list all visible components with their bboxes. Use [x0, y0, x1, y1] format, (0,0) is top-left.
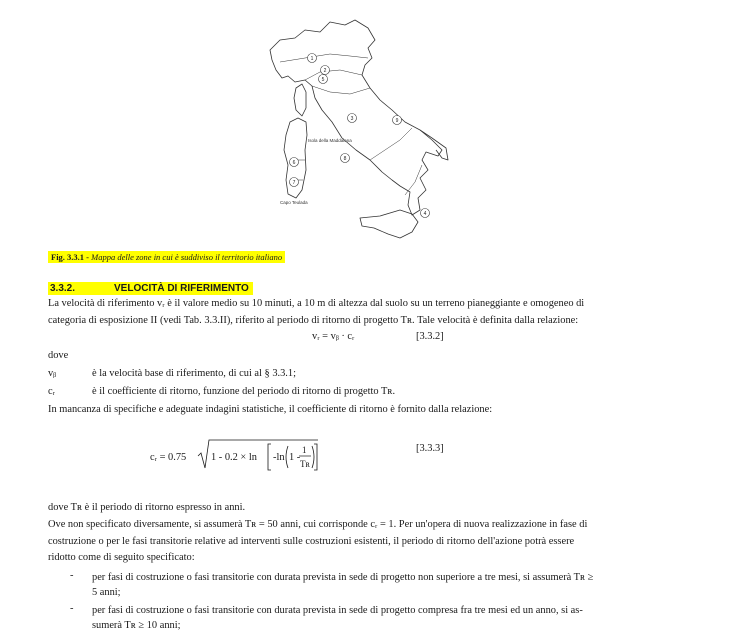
list-item-line: sumerà Tʀ ≥ 10 anni; [92, 620, 181, 631]
paragraph-line: costruzione o per le fasi transitorie relative ad interventi sulle costruzioni esistenti, il periodo di ritorno dell'azione potrà essere [48, 536, 575, 547]
paragraph-line: ridotto come di seguito specificato: [48, 552, 195, 563]
dove-label: dove [48, 350, 69, 361]
definition-text: è la velocità base di riferimento, di cui al § 3.3.1; [92, 368, 296, 379]
zone-number: 8 [343, 156, 347, 162]
list-bullet: - [70, 570, 74, 581]
svg-text:-ln: -ln [273, 452, 285, 463]
map-label-teulada: Capo Teulada [280, 200, 308, 205]
paragraph-line: In mancanza di specifiche e adeguate indagini statistiche, il coefficiente di ritorno è fornito dalla relazione: [48, 404, 493, 415]
list-item-line: per fasi di costruzione o fasi transitorie con durata prevista in sede di progetto compresa fra tre mesi ed un anno, si as- [92, 605, 583, 616]
paragraph-line: Ove non specificato diversamente, si assumerà Tʀ = 50 anni, cui corrisponde cᵣ = 1. Per un'opera di nuova realizzazione in fase di [48, 519, 588, 530]
italy-wind-zones-map [250, 10, 450, 250]
figure-caption-text: Mappa delle zone in cui è suddiviso il territorio italiano [91, 252, 283, 262]
paragraph-line: dove Tʀ è il periodo di ritorno espresso in anni. [48, 502, 246, 513]
definition-symbol: vᵦ [48, 368, 57, 379]
section-title: VELOCITÀ DI RIFERIMENTO [112, 282, 253, 295]
equation-number: [3.3.2] [416, 331, 444, 342]
zone-number: 2 [323, 68, 327, 74]
sicily-outline [360, 210, 418, 238]
zone-number: 7 [292, 180, 296, 186]
corsica-outline [294, 84, 306, 116]
equation-3-3-3 [150, 434, 320, 478]
svg-text:1 -: 1 - [289, 452, 301, 463]
zone-number: 3 [350, 116, 354, 122]
zone-number: 1 [310, 56, 314, 62]
list-item-line: per fasi di costruzione o fasi transitorie con durata prevista in sede di progetto non superiore a tre mesi, si assumerà Tʀ ≥ [92, 572, 594, 583]
figure-number: Fig. 3.3.1 - [51, 252, 90, 262]
svg-text:cᵣ = 0.75: cᵣ = 0.75 [150, 452, 187, 463]
map-label-maddalena: Isola della Maddalena [308, 138, 352, 143]
definition-text: è il coefficiente di ritorno, funzione del periodo di ritorno di progetto Tʀ. [92, 386, 396, 397]
svg-text:1: 1 [302, 445, 307, 455]
definition-symbol: cᵣ [48, 386, 55, 397]
zone-number: 5 [321, 77, 325, 83]
zone-number: 6 [292, 160, 296, 166]
zone-number: 9 [395, 118, 399, 124]
list-item-line: 5 anni; [92, 587, 121, 598]
section-number: 3.3.2. [48, 282, 138, 295]
figure-caption [48, 251, 285, 263]
svg-text:1 - 0.2 × ln: 1 - 0.2 × ln [211, 452, 257, 463]
svg-text:Tʀ: Tʀ [300, 459, 310, 469]
zone-number: 4 [423, 211, 427, 217]
equation-number: [3.3.3] [416, 443, 444, 454]
list-bullet: - [70, 603, 74, 614]
equation-3-3-2: vᵣ = vᵦ · cᵣ [312, 331, 355, 342]
paragraph-line: categoria di esposizione II (vedi Tab. 3.3.II), riferito al periodo di ritorno di progetto Tʀ. Tale velocità è definita dalla relazione: [48, 315, 579, 326]
paragraph-line: La velocità di riferimento vᵣ è il valore medio su 10 minuti, a 10 m di altezza dal suolo su un terreno pianeggiante e omogeneo di [48, 298, 585, 309]
